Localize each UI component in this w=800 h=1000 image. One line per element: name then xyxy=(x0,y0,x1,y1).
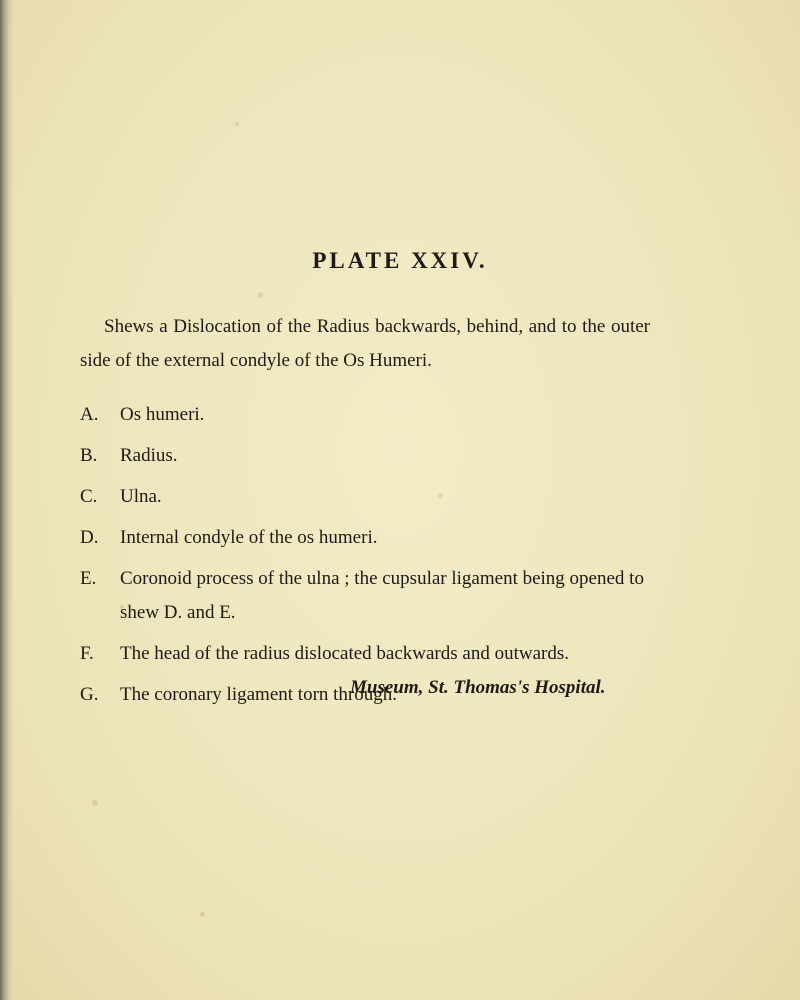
legend-text: Internal condyle of the os humeri. xyxy=(120,527,378,548)
plate-title: PLATE XXIV. xyxy=(312,248,488,273)
binding-edge xyxy=(0,0,14,1000)
foxing-spot xyxy=(92,800,98,806)
legend-letter: D. xyxy=(80,527,99,548)
legend-text: The head of the radius dislocated backwards and outwards. xyxy=(120,643,569,664)
legend-list xyxy=(80,398,660,719)
foxing-spot xyxy=(258,292,263,298)
plate-description: Shews a Dislocation of the Radius backwards, behind, and to the outer side of the external condyle of the Os Humeri. xyxy=(80,316,650,371)
legend-letter: C. xyxy=(80,486,98,507)
legend-item xyxy=(80,439,660,473)
legend-item xyxy=(80,562,660,630)
legend-item xyxy=(80,521,660,555)
legend-letter: F. xyxy=(80,643,94,664)
legend-item xyxy=(80,398,660,432)
legend-letter: A. xyxy=(80,404,99,425)
source-attribution: Museum, St. Thomas's Hospital. xyxy=(350,677,606,698)
legend-text: Ulna. xyxy=(120,486,162,507)
foxing-spot xyxy=(235,122,239,126)
legend-text: Coronoid process of the ulna ; the cupsular ligament being opened to shew D. and E. xyxy=(120,568,644,623)
legend-letter: G. xyxy=(80,684,99,705)
legend-item xyxy=(80,637,660,671)
legend-text: Radius. xyxy=(120,445,178,466)
legend-item xyxy=(80,480,660,514)
legend-letter: E. xyxy=(80,568,97,589)
legend-text: The coronary ligament torn through. xyxy=(120,684,398,705)
legend-letter: B. xyxy=(80,445,98,466)
legend-text: Os humeri. xyxy=(120,404,205,425)
foxing-spot xyxy=(200,912,205,917)
